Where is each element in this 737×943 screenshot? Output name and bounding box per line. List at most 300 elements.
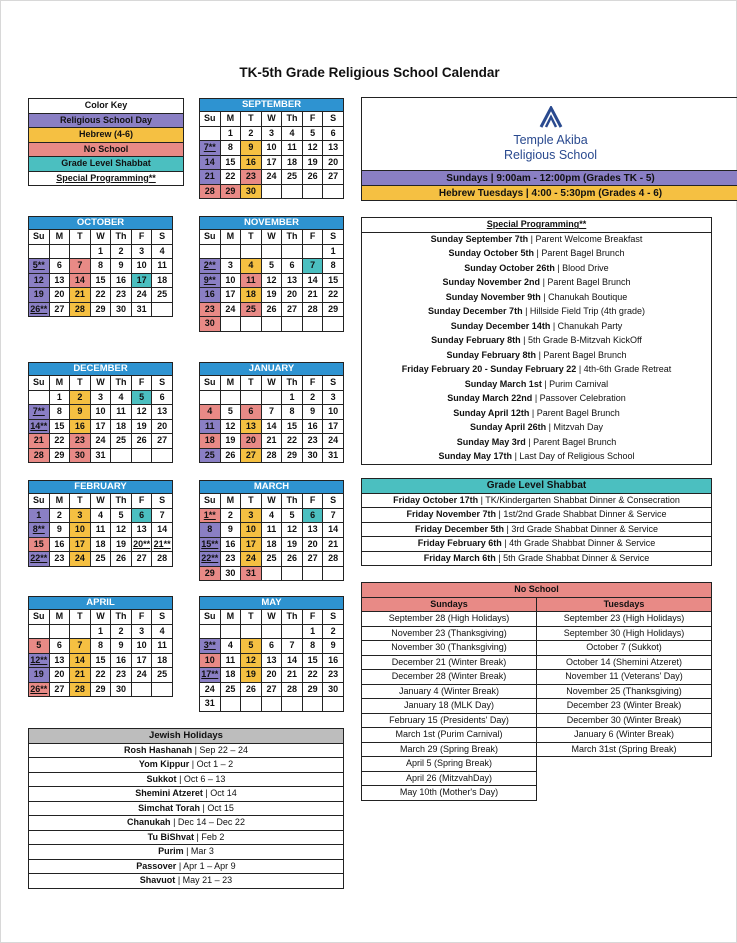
calendar-day: 11 [111, 405, 132, 420]
calendar-day [261, 317, 282, 332]
calendar-day: 8 [90, 639, 111, 654]
calendar-day: 15 [29, 537, 50, 552]
calendar-day: 7 [323, 508, 344, 523]
calendar-day [200, 390, 221, 405]
calendar-day: 26 [131, 434, 152, 449]
no-school-sundays-heading: Sundays [362, 597, 537, 612]
calendar-day: 31 [131, 302, 152, 317]
calendar-day [302, 317, 323, 332]
calendar-day: 2 [111, 624, 132, 639]
calendar-day: 9 [220, 523, 241, 538]
day-header: M [49, 494, 70, 509]
calendar-day: 26** [29, 302, 50, 317]
no-school-tuesday: November 25 (Thanksgiving) [537, 684, 712, 699]
day-header: T [70, 610, 91, 625]
month-name: MARCH [200, 481, 344, 494]
calendar-day: 2** [200, 259, 221, 274]
calendar-day: 29 [90, 682, 111, 697]
calendar-day [29, 244, 50, 259]
day-header: M [220, 376, 241, 391]
calendar-day: 20 [323, 155, 344, 170]
calendar-day: 12 [29, 273, 50, 288]
calendar-day: 8 [220, 141, 241, 156]
calendar-day [302, 697, 323, 712]
holiday-item: Rosh Hashanah | Sep 22 – 24 [29, 743, 344, 758]
calendar-day: 5 [29, 639, 50, 654]
calendar-day: 16 [241, 155, 262, 170]
calendar-day: 22 [49, 434, 70, 449]
calendar-day: 25 [200, 448, 221, 463]
holiday-item: Shavuot | May 21 – 23 [29, 874, 344, 889]
calendar-day: 4 [261, 508, 282, 523]
calendar-day: 6 [152, 390, 173, 405]
calendar-day: 18 [152, 273, 173, 288]
calendar-day: 9 [111, 639, 132, 654]
calendar-day: 21 [323, 537, 344, 552]
calendar-day [282, 244, 303, 259]
calendar-day: 16 [70, 419, 91, 434]
shabbat-item: Friday October 17th | TK/Kindergarten Shabbat Dinner & Consecration [362, 493, 712, 508]
day-header: Th [282, 376, 303, 391]
calendar-day: 25 [152, 668, 173, 683]
calendar-may [199, 596, 344, 712]
day-header: F [131, 376, 152, 391]
calendar-september [199, 98, 344, 199]
calendar-day: 13 [131, 523, 152, 538]
calendar-day: 17 [90, 419, 111, 434]
calendar-day: 12 [302, 141, 323, 156]
calendar-day [302, 244, 323, 259]
calendar-day: 3 [90, 390, 111, 405]
shabbat-heading: Grade Level Shabbat [362, 479, 712, 494]
day-header: Th [282, 494, 303, 509]
day-header: W [261, 610, 282, 625]
day-header: Th [111, 494, 132, 509]
calendar-day: 13 [241, 419, 262, 434]
calendar-day: 1** [200, 508, 221, 523]
calendar-day [261, 697, 282, 712]
day-header: M [220, 112, 241, 127]
calendar-day: 17 [131, 273, 152, 288]
day-header: W [90, 494, 111, 509]
calendar-day: 19 [29, 288, 50, 303]
day-header: Th [282, 112, 303, 127]
key-hebrew: Hebrew (4-6) [29, 128, 184, 143]
calendar-day: 7 [261, 405, 282, 420]
day-header: Su [200, 494, 221, 509]
holiday-item: Simchat Torah | Oct 15 [29, 801, 344, 816]
calendar-day: 18 [152, 653, 173, 668]
calendar-day: 18 [282, 155, 303, 170]
calendar-day: 11 [152, 259, 173, 274]
day-header: Th [111, 376, 132, 391]
calendar-day: 31 [200, 697, 221, 712]
calendar-day: 18 [111, 419, 132, 434]
calendar-day: 2 [220, 508, 241, 523]
calendar-day: 8 [282, 405, 303, 420]
calendar-day: 25 [152, 288, 173, 303]
calendar-january [199, 362, 344, 463]
calendar-day: 2 [49, 508, 70, 523]
jewish-holidays-heading: Jewish Holidays [29, 729, 344, 744]
calendar-day: 3 [131, 624, 152, 639]
no-school-tuesday: November 11 (Veterans' Day) [537, 670, 712, 685]
calendar-day: 1 [323, 244, 344, 259]
calendar-day: 30 [111, 302, 132, 317]
calendar-day: 8 [90, 259, 111, 274]
calendar-day: 12 [261, 273, 282, 288]
special-item: Sunday November 9th | Chanukah Boutique [362, 290, 712, 305]
calendar-day: 3 [261, 126, 282, 141]
calendar-day: 7** [29, 405, 50, 420]
day-header: Su [29, 230, 50, 245]
day-header: T [241, 494, 262, 509]
calendar-day: 3 [220, 259, 241, 274]
calendar-day: 9 [111, 259, 132, 274]
special-item: Sunday February 8th | Parent Bagel Brunch [362, 348, 712, 363]
calendar-day: 6 [261, 639, 282, 654]
no-school-sunday: January 4 (Winter Break) [362, 684, 537, 699]
calendar-day: 8 [49, 405, 70, 420]
calendar-day [200, 624, 221, 639]
calendar-day [302, 566, 323, 581]
calendar-day: 15 [90, 653, 111, 668]
day-header: M [220, 230, 241, 245]
calendar-day: 8** [29, 523, 50, 538]
calendar-day: 19 [220, 434, 241, 449]
day-header: T [70, 494, 91, 509]
calendar-day: 27 [241, 448, 262, 463]
calendar-day: 24 [261, 170, 282, 185]
calendar-day [241, 624, 262, 639]
calendar-day: 18 [200, 434, 221, 449]
calendar-day: 6 [323, 126, 344, 141]
shabbat-item: Friday December 5th | 3rd Grade Shabbat Dinner & Service [362, 522, 712, 537]
calendar-day: 15 [323, 273, 344, 288]
temple-akiba-logo-icon [538, 106, 564, 128]
calendar-day: 7 [70, 259, 91, 274]
calendar-day: 28 [29, 448, 50, 463]
calendar-day: 30 [200, 317, 221, 332]
day-header: T [70, 230, 91, 245]
shabbat-item: Friday February 6th | 4th Grade Shabbat Dinner & Service [362, 537, 712, 552]
calendar-day: 24 [220, 302, 241, 317]
calendar-day [49, 244, 70, 259]
calendar-day: 11 [200, 419, 221, 434]
calendar-day: 18 [220, 668, 241, 683]
special-item: Sunday October 5th | Parent Bagel Brunch [362, 247, 712, 262]
calendar-day: 15 [220, 155, 241, 170]
calendar-day: 12 [111, 523, 132, 538]
calendar-day: 1 [282, 390, 303, 405]
calendar-day: 19 [241, 668, 262, 683]
calendar-day: 3** [200, 639, 221, 654]
calendar-day: 21 [200, 170, 221, 185]
no-school-tuesdays-heading: Tuesdays [537, 597, 712, 612]
calendar-day [323, 317, 344, 332]
calendar-day [220, 624, 241, 639]
calendar-day: 1 [220, 126, 241, 141]
calendar-day: 11 [152, 639, 173, 654]
calendar-day: 10 [131, 639, 152, 654]
calendar-day: 2 [111, 244, 132, 259]
empty-cell [537, 786, 712, 801]
calendar-day: 6 [302, 508, 323, 523]
calendar-day: 22 [302, 668, 323, 683]
calendar-day: 9 [70, 405, 91, 420]
calendar-day: 30 [323, 682, 344, 697]
calendar-day: 9 [302, 405, 323, 420]
calendar-day: 29 [302, 682, 323, 697]
calendar-day: 28 [323, 552, 344, 567]
no-school-sunday: September 28 (High Holidays) [362, 612, 537, 627]
sundays-schedule: Sundays | 9:00am - 12:00pm (Grades TK - 5) [362, 171, 737, 186]
jewish-holidays-list [28, 728, 344, 889]
calendar-day: 8 [302, 639, 323, 654]
special-item: Sunday March 1st | Purim Carnival [362, 377, 712, 392]
calendar-day: 10 [200, 653, 221, 668]
calendar-day: 13 [282, 273, 303, 288]
calendar-day: 26 [302, 170, 323, 185]
calendar-november [199, 216, 344, 332]
calendar-april [28, 596, 173, 697]
hebrew-schedule: Hebrew Tuesdays | 4:00 - 5:30pm (Grades 4 - 6) [362, 186, 737, 201]
calendar-day: 29 [200, 566, 221, 581]
day-header: Su [200, 610, 221, 625]
calendar-day: 14 [302, 273, 323, 288]
calendar-day: 23 [323, 668, 344, 683]
month-name: APRIL [29, 597, 173, 610]
month-name: DECEMBER [29, 363, 173, 376]
day-header: T [241, 376, 262, 391]
calendar-day: 23 [241, 170, 262, 185]
calendar-day [70, 624, 91, 639]
no-school-sunday: November 30 (Thanksgiving) [362, 641, 537, 656]
calendar-day: 12 [282, 523, 303, 538]
calendar-day: 25 [282, 170, 303, 185]
calendar-day: 17 [131, 653, 152, 668]
logo-line1: Temple Akiba [513, 133, 588, 147]
calendar-day: 5 [282, 508, 303, 523]
calendar-day: 17 [220, 288, 241, 303]
calendar-day [200, 126, 221, 141]
month-name: SEPTEMBER [200, 99, 344, 112]
calendar-day: 1 [90, 244, 111, 259]
day-header: T [241, 112, 262, 127]
calendar-day [282, 317, 303, 332]
no-school-sunday: April 26 (MitzvahDay) [362, 771, 537, 786]
calendar-day: 20 [282, 288, 303, 303]
day-header: S [323, 230, 344, 245]
day-header: W [90, 230, 111, 245]
calendar-day: 14** [29, 419, 50, 434]
page-title: TK-5th Grade Religious School Calendar [239, 65, 500, 80]
day-header: Su [200, 230, 221, 245]
calendar-day [220, 244, 241, 259]
calendar-day: 23 [49, 552, 70, 567]
calendar-day [131, 448, 152, 463]
calendar-day: 20 [49, 288, 70, 303]
special-item: Sunday December 7th | Hillside Field Trip (4th grade) [362, 305, 712, 320]
calendar-day [241, 317, 262, 332]
calendar-day: 16 [220, 537, 241, 552]
calendar-day: 27 [152, 434, 173, 449]
calendar-day: 15 [49, 419, 70, 434]
calendar-day: 14 [152, 523, 173, 538]
month-name: FEBRUARY [29, 481, 173, 494]
calendar-day: 25 [241, 302, 262, 317]
key-special-programming: Special Programming** [29, 171, 184, 186]
no-school-tuesday: March 31st (Spring Break) [537, 742, 712, 757]
calendar-day: 24 [323, 434, 344, 449]
day-header: S [323, 376, 344, 391]
calendar-day: 3 [131, 244, 152, 259]
calendar-day: 19 [302, 155, 323, 170]
calendar-day: 30 [111, 682, 132, 697]
calendar-day: 27 [261, 682, 282, 697]
calendar-day [261, 390, 282, 405]
calendar-day: 14 [282, 653, 303, 668]
calendar-day: 21 [70, 668, 91, 683]
calendar-day: 20** [131, 537, 152, 552]
day-header: W [261, 494, 282, 509]
calendar-day [323, 697, 344, 712]
calendar-day: 14 [323, 523, 344, 538]
calendar-day: 4 [220, 639, 241, 654]
no-school-tuesday: October 7 (Sukkot) [537, 641, 712, 656]
calendar-day: 4 [200, 405, 221, 420]
special-programming-list [361, 217, 712, 465]
calendar-day: 17 [261, 155, 282, 170]
month-name: MAY [200, 597, 344, 610]
calendar-day: 9 [241, 141, 262, 156]
calendar-day: 22** [29, 552, 50, 567]
calendar-day: 20 [241, 434, 262, 449]
calendar-day: 27 [49, 682, 70, 697]
calendar-day: 3 [70, 508, 91, 523]
day-header: Su [29, 610, 50, 625]
day-header: S [152, 610, 173, 625]
calendar-day [131, 682, 152, 697]
logo-line2: Religious School [503, 148, 598, 162]
month-name: OCTOBER [29, 217, 173, 230]
calendar-day: 6 [282, 259, 303, 274]
no-school-tuesday: September 30 (High Holidays) [537, 626, 712, 641]
calendar-day [29, 390, 50, 405]
calendar-day [220, 390, 241, 405]
calendar-day: 21 [261, 434, 282, 449]
calendar-day: 19 [261, 288, 282, 303]
no-school-tuesday: October 14 (Shemini Atzeret) [537, 655, 712, 670]
calendar-day: 27 [302, 552, 323, 567]
calendar-day: 28 [302, 302, 323, 317]
calendar-day: 15 [282, 419, 303, 434]
day-header: S [152, 230, 173, 245]
calendar-day: 4 [152, 244, 173, 259]
calendar-day [323, 184, 344, 199]
day-header: T [241, 610, 262, 625]
calendar-day: 11 [90, 523, 111, 538]
calendar-day: 3 [323, 390, 344, 405]
calendar-day [49, 624, 70, 639]
day-header: F [302, 610, 323, 625]
calendar-day [70, 244, 91, 259]
calendar-day: 25 [90, 552, 111, 567]
special-item: Sunday November 2nd | Parent Bagel Brunch [362, 276, 712, 291]
calendar-day: 4 [111, 390, 132, 405]
calendar-day: 5 [131, 390, 152, 405]
key-no-school: No School [29, 142, 184, 157]
calendar-day: 15 [302, 653, 323, 668]
day-header: F [302, 230, 323, 245]
calendar-day: 21 [29, 434, 50, 449]
calendar-day [241, 244, 262, 259]
calendar-day: 12** [29, 653, 50, 668]
day-header: M [49, 610, 70, 625]
key-grade-level-shabbat: Grade Level Shabbat [29, 157, 184, 172]
calendar-day: 22 [323, 288, 344, 303]
special-item: Friday February 20 - Sunday February 22 | 4th-6th Grade Retreat [362, 363, 712, 378]
calendar-day: 6 [49, 639, 70, 654]
calendar-day: 2 [70, 390, 91, 405]
calendar-day: 16 [49, 537, 70, 552]
calendar-day: 10 [261, 141, 282, 156]
calendar-day: 28 [70, 682, 91, 697]
calendar-day: 7 [282, 639, 303, 654]
calendar-day: 4 [90, 508, 111, 523]
calendar-day: 16 [302, 419, 323, 434]
calendar-day [220, 697, 241, 712]
calendar-day: 10 [90, 405, 111, 420]
shabbat-item: Friday November 7th | 1st/2nd Grade Shabbat Dinner & Service [362, 508, 712, 523]
calendar-day: 16 [323, 653, 344, 668]
calendar-day: 29 [49, 448, 70, 463]
calendar-day: 2 [323, 624, 344, 639]
calendar-day: 27 [131, 552, 152, 567]
special-item: Sunday March 22nd | Passover Celebration [362, 392, 712, 407]
calendar-day: 23 [302, 434, 323, 449]
no-school-sunday: March 1st (Purim Carnival) [362, 728, 537, 743]
calendar-day: 28 [282, 682, 303, 697]
day-header: Th [111, 230, 132, 245]
calendar-day: 23 [200, 302, 221, 317]
calendar-day: 30 [302, 448, 323, 463]
special-item: Sunday December 14th | Chanukah Party [362, 319, 712, 334]
day-header: F [302, 112, 323, 127]
calendar-day [241, 390, 262, 405]
calendar-day: 10 [220, 273, 241, 288]
calendar-day: 1 [90, 624, 111, 639]
day-header: M [220, 494, 241, 509]
holiday-item: Chanukah | Dec 14 – Dec 22 [29, 816, 344, 831]
calendar-day: 9 [323, 639, 344, 654]
holiday-item: Purim | Mar 3 [29, 845, 344, 860]
calendar-day: 16 [200, 288, 221, 303]
calendar-day: 12 [131, 405, 152, 420]
calendar-day: 23 [111, 288, 132, 303]
calendar-day: 14 [200, 155, 221, 170]
calendar-day [200, 244, 221, 259]
calendar-day: 16 [111, 273, 132, 288]
day-header: Su [29, 494, 50, 509]
color-key [28, 98, 184, 186]
calendar-day [261, 184, 282, 199]
day-header: F [131, 494, 152, 509]
calendar-day: 24 [131, 668, 152, 683]
calendar-day: 7** [200, 141, 221, 156]
calendar-day: 31 [323, 448, 344, 463]
calendar-day: 5 [302, 126, 323, 141]
